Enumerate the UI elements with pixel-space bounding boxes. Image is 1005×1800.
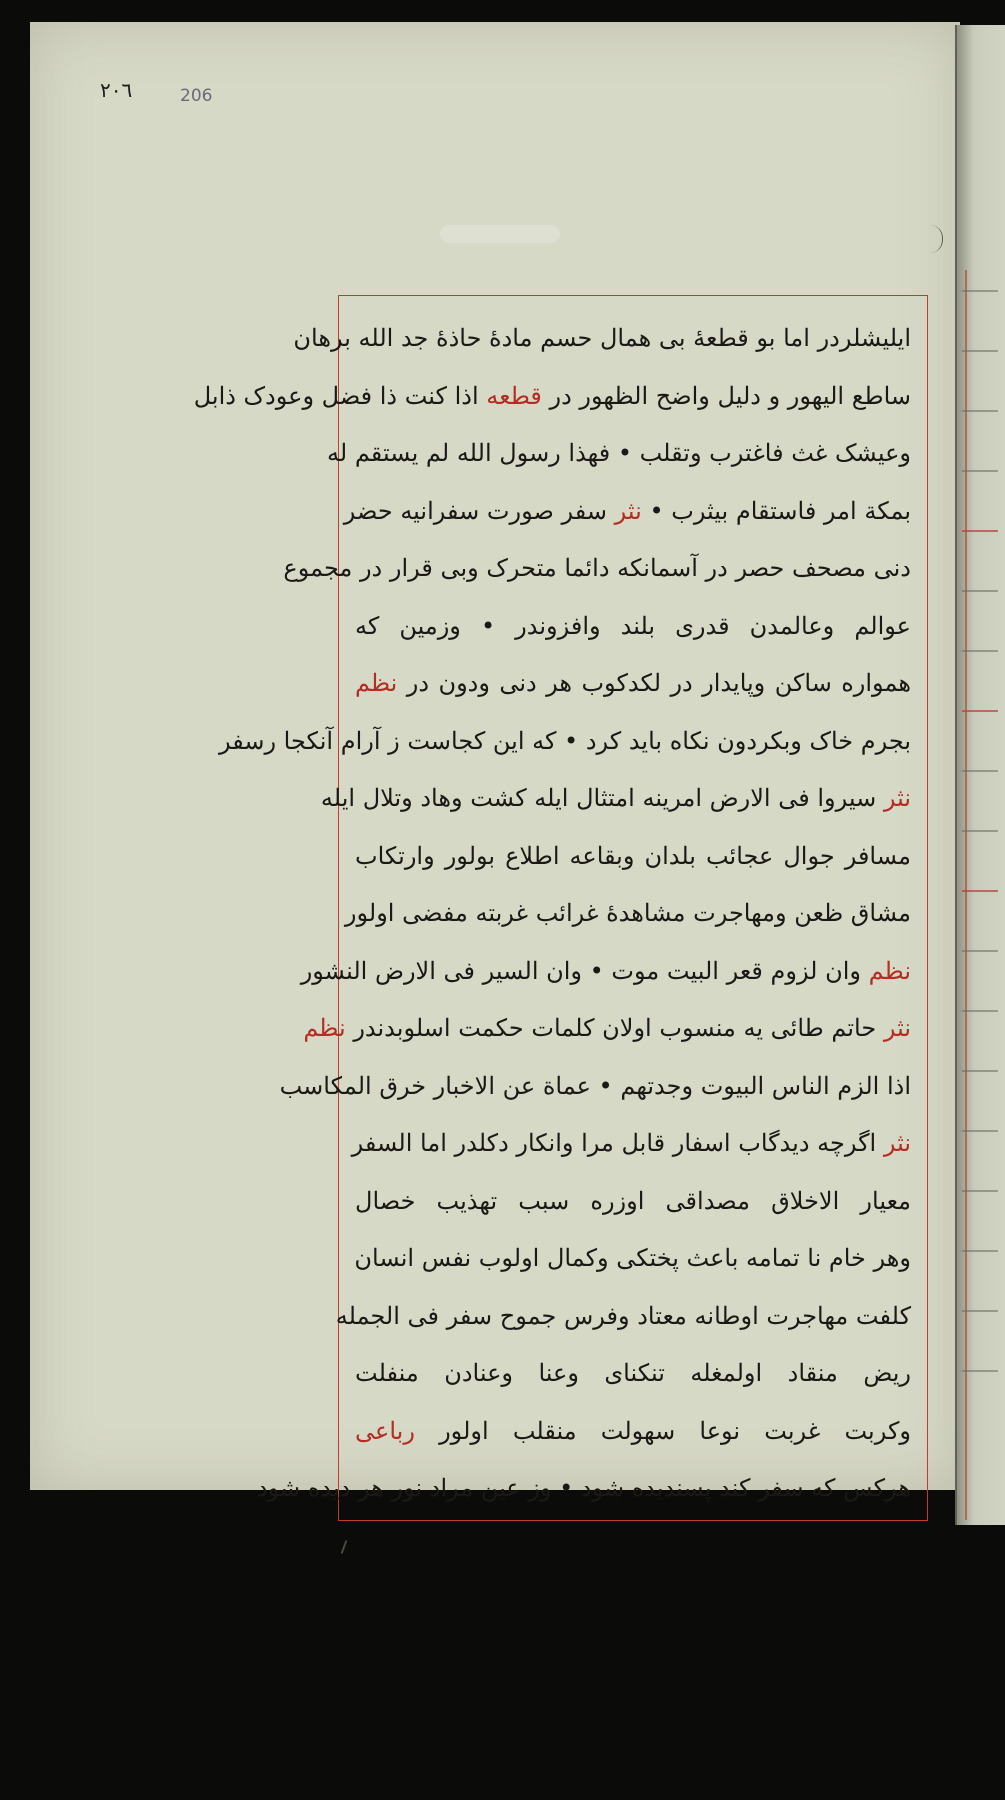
text-line: [303, 998, 911, 1058]
text-line: [355, 826, 911, 886]
text-segment: ایلیشلردر اما بو قطعهٔ بی همال حسم مادهٔ حاذهٔ جد الله برهان: [293, 324, 911, 352]
text-segment: دنی مصحف حصر در آسمانکه دائما متحرک وبی قرار در مجموع: [283, 554, 911, 582]
text-segment: اگرچه دیدگاب اسفار قابل مرا وانکار دکلدر اما السفر: [351, 1129, 877, 1157]
text-line: [355, 1228, 911, 1288]
text-segment: کلفت مهاجرت اوطانه معتاد وفرس جموح سفر فی الجمله: [335, 1301, 911, 1330]
folio-number: ٢٠٦: [100, 78, 133, 102]
text-segment: وان لزوم قعر البیت موت • وان السیر فی الارض النشور: [300, 956, 862, 985]
edge-line: [962, 650, 998, 652]
pen-tick-mark: [341, 1540, 348, 1554]
text-segment: سفر صورت سفرانیه حضر: [343, 496, 607, 525]
edge-line: [962, 1250, 998, 1252]
text-segment: بجرم خاک وبکردون نکاه باید کرد • که این کجاست ز آرام آنکجا رسفر: [218, 726, 911, 755]
edge-rubric: [962, 530, 998, 532]
paper-stain: [440, 225, 560, 243]
rubric-word: رباعی: [355, 1416, 415, 1445]
text-segment: ریض منقاد اولمغله تنکنای وعنا وعنادن منفلت: [355, 1359, 911, 1387]
text-line: [355, 1171, 911, 1231]
rubric-word: نثر: [883, 784, 911, 812]
text-line: [193, 366, 911, 426]
text-line: [343, 481, 911, 541]
text-line: [355, 653, 911, 713]
text-line: [320, 768, 911, 828]
edge-line: [962, 1070, 998, 1072]
text-segment: اذا الزم الناس البیوت وجدتهم • عماة عن الاخبار خرق المکاسب: [279, 1071, 911, 1100]
text-segment: حاتم طائی یه منسوب اولان کلمات حکمت اسلوبدندر: [353, 1014, 877, 1042]
rubric-word: نظم: [868, 956, 911, 985]
text-segment: بمکة امر فاستقام بیثرب •: [649, 496, 911, 525]
text-line: [344, 883, 911, 943]
edge-rubric: [962, 710, 998, 712]
text-segment: سیروا فی الارض امرینه امتثال ایله کشت وهاد وتلال ایله: [320, 784, 877, 812]
edge-line: [962, 770, 998, 772]
rubric-word: نثر: [883, 1014, 911, 1042]
text-line: [218, 711, 911, 771]
text-frame: [193, 295, 928, 1521]
edge-line: [962, 1310, 998, 1312]
text-segment: مسافر جوال عجائب بلدان وبقاعه اطلاع بولور وارتکاب: [355, 841, 911, 870]
edge-line: [962, 1190, 998, 1192]
text-line: [256, 1458, 911, 1518]
text-segment: اذا کنت ذا فضل وعودک ذابل: [193, 381, 479, 410]
text-line: [300, 941, 911, 1001]
text-segment: همواره ساکن وپایدار در لکدکوب هر دنی ودون در: [406, 669, 911, 697]
edge-rubric: [962, 890, 998, 892]
text-line: [327, 423, 911, 483]
text-line: [293, 308, 911, 368]
rubric-word: قطعه: [486, 381, 542, 410]
text-line: [351, 1113, 911, 1173]
edge-line: [962, 830, 998, 832]
edge-line: [962, 470, 998, 472]
text-line: [355, 1343, 911, 1403]
text-segment: هرکس که سفر کند پسندیده شود • وز عین مراد نور هر دیده شود: [256, 1474, 911, 1502]
edge-line: [962, 1370, 998, 1372]
text-segment: مشاق ظعن ومهاجرت مشاهدهٔ غرائب غربته مفضی اولور: [344, 899, 911, 927]
text-segment: وکربت غربت نوعا سهولت منقلب اولور: [439, 1416, 911, 1445]
text-segment: وهر خام نا تمامه باعث پختکی وکمال اولوب نفس انسان: [354, 1244, 911, 1272]
edge-line: [962, 290, 998, 292]
text-segment: عوالم وعالمدن قدری بلند وافزوندر • وزمین که: [355, 611, 911, 640]
text-segment: وعیشک غث فاغترب وتقلب • فهذا رسول الله لم یستقم له: [327, 439, 911, 467]
rubric-word: نثر: [883, 1129, 911, 1157]
edge-line: [962, 1010, 998, 1012]
rubric-word: نظم: [303, 1014, 346, 1042]
text-segment: معیار الاخلاق مصداقی اوزره سبب تهذیب خصال: [355, 1186, 911, 1215]
text-segment: ساطع الیهور و دلیل واضح الظهور در: [549, 381, 911, 410]
pencil-folio-number: 206: [180, 86, 213, 106]
text-line: [335, 1286, 911, 1346]
text-line: [355, 596, 911, 656]
edge-line: [962, 950, 998, 952]
edge-line: [962, 1130, 998, 1132]
text-line: [279, 1056, 911, 1116]
facing-page-text-fragment: [962, 280, 1003, 1480]
rubric-word: نظم: [355, 669, 398, 697]
text-line: [283, 538, 911, 598]
edge-line: [962, 590, 998, 592]
edge-line: [962, 350, 998, 352]
text-line: [355, 1401, 911, 1461]
rubric-word: نثر: [614, 496, 642, 525]
edge-line: [962, 410, 998, 412]
